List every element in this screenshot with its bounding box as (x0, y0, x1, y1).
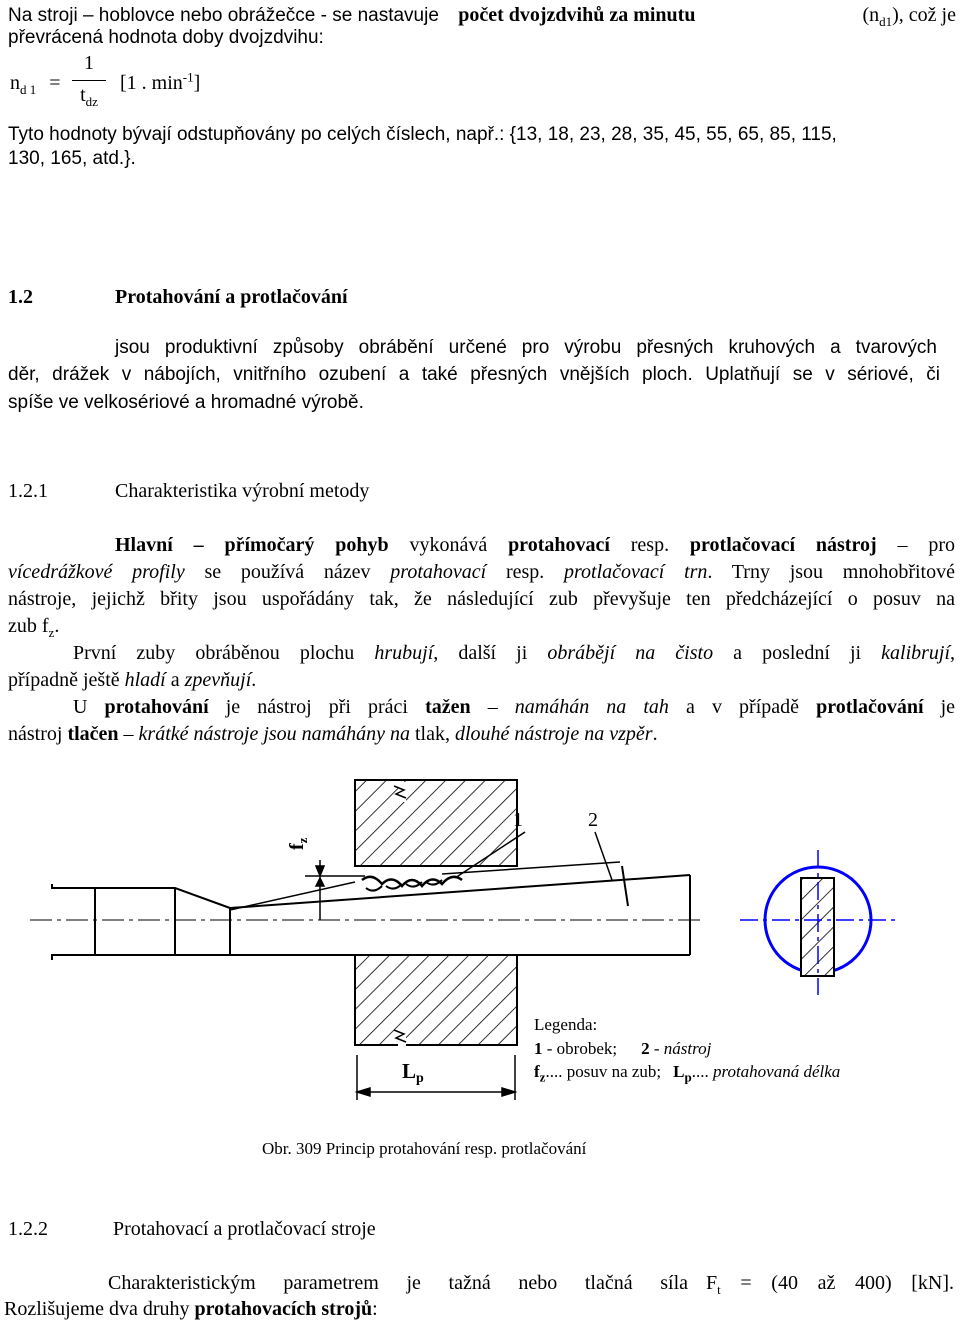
end-line-1: Charakteristickým parametrem je tažná nebo tlačná síla (108, 1272, 688, 1294)
section-title-1-2: Protahování a protlačování (115, 286, 348, 308)
intro-line-2: převrácená hodnota doby dvojzdvihu: (8, 27, 324, 48)
body-line-2: vícedrážkové profily se používá název protahovací resp. protlačovací trn. Trny jsou mnohobřitové (8, 561, 955, 583)
body-line-6: případně ještě hladí a zpevňují. (8, 669, 257, 691)
section-number-1-2-2: 1.2.2 (8, 1218, 48, 1240)
legend-line-1: 1 - obrobek; 2 - nástroj (534, 1039, 712, 1058)
end-line-1-formula: $F_t = (40$ až 400) [kN]. (706, 1272, 954, 1297)
broaching-diagram (0, 770, 960, 1100)
intro-line-1: Na stroji – hoblovce nebo obrážečce - se nastavuje počet dvojzdvihů za minutu $(n_{d1})$, což je (8, 4, 956, 29)
legend-title: Legenda: (534, 1015, 598, 1034)
body-line-7: U protahování je nástroj při práci tažen – namáhán na tah a v případě protlačování je (73, 696, 956, 718)
sec12-para-line-3: spíše ve velkosériové a hromadné výrobě. (8, 392, 364, 413)
legend-line-2: $f_z$.... posuv na zub; $L_p$.... protahovaná délka (534, 1062, 841, 1085)
fraction-bar (72, 80, 106, 81)
section-title-1-2-2: Protahovací a protlačovací stroje (113, 1218, 376, 1240)
sec12-para-line-2: děr, drážek v nábojích, vnitřního ozubení a také přesných vnějších ploch. Uplatňují se v sériové, či (8, 364, 940, 385)
fz-label: $f_z$ (286, 837, 310, 850)
values-line-1: Tyto hodnoty bývají odstupňovány po celých číslech, např.: {13, 18, 23, 28, 35, 45, 55, 65, 85, 115, (8, 124, 837, 145)
values-line-2: 130, 165, atd.}. (8, 148, 136, 169)
label-2: 2 (588, 809, 598, 831)
cross-section (740, 850, 900, 995)
tool-edge-mark (622, 866, 628, 906)
formula-numerator: 1 (84, 52, 94, 74)
body-line-8: nástroj tlačen – krátké nástroje jsou namáhány na tlak, dlouhé nástroje na vzpěr. (8, 723, 658, 745)
sec12-para-line-1: jsou produktivní způsoby obrábění určené pro výrobu přesných kruhových a tvarových (115, 337, 937, 358)
lp-dimension (357, 1055, 515, 1100)
section-number-1-2: 1.2 (8, 286, 33, 308)
label-1: 1 (513, 809, 523, 831)
leader-2 (595, 832, 612, 880)
body-line-5: První zuby obráběnou plochu hrubují, další ji obrábějí na čisto a poslední ji kalibrují, (73, 642, 956, 664)
lp-label: Lp (402, 1059, 424, 1086)
section-title-1-2-1: Charakteristika výrobní metody (115, 480, 370, 502)
formula-denominator: $t_{dz}$ (80, 84, 98, 109)
body-line-3: nástroje, jejichž břity jsou uspořádány tak, že následující zub převyšuje ten předcházející o posuv na (8, 588, 955, 610)
end-line-2: Rozlišujeme dva druhy protahovacích strojů: (4, 1298, 378, 1320)
workpiece-section (355, 780, 517, 1048)
formula-lhs: $n_{d 1}$ = (10, 72, 61, 97)
formula-unit: [1 . $\min^{-1}$] (120, 69, 201, 94)
figure-caption: Obr. 309 Princip protahování resp. protlačování (262, 1139, 587, 1158)
body-line-1: Hlavní – přímočarý pohyb vykonává protahovací resp. protlačovací nástroj – pro (115, 534, 955, 556)
section-number-1-2-1: 1.2.1 (8, 480, 48, 502)
body-line-4: zub $f_z$. (8, 615, 60, 640)
broach-tool (52, 862, 690, 960)
fz-indicator (305, 860, 365, 920)
